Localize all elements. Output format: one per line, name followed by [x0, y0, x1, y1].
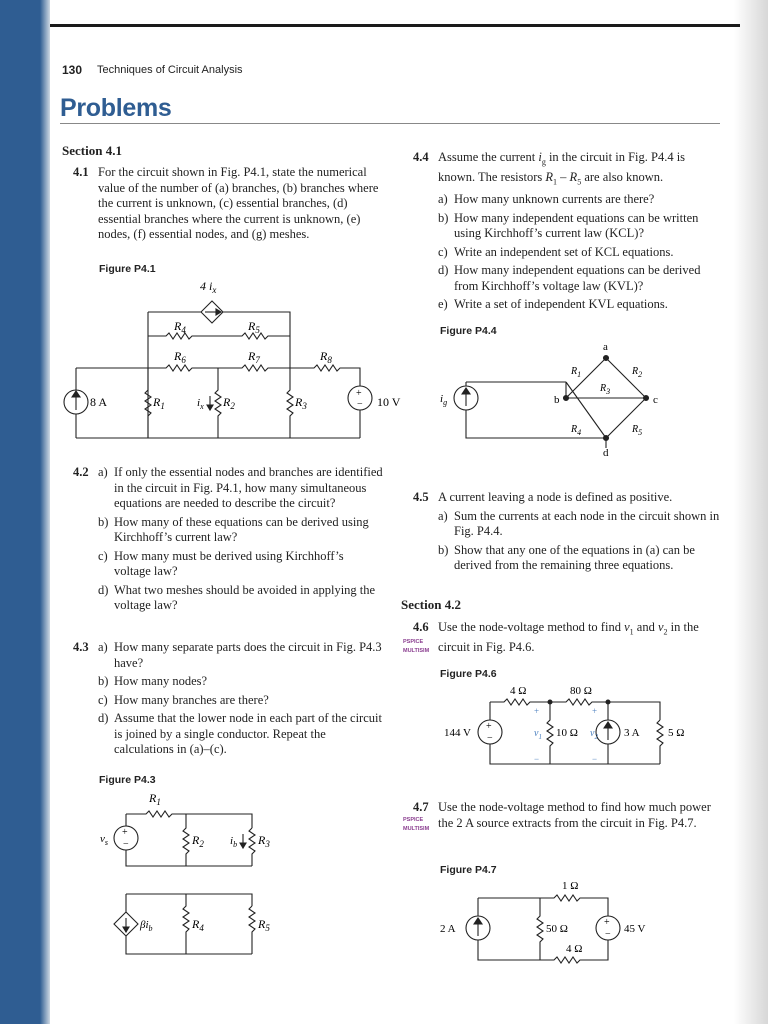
circuit-figure-p4-7 [430, 876, 700, 971]
label-r5: $R_5$ [632, 424, 643, 437]
problem-4-2: 4.2 a) If only the essential nodes and branches are identified in the circuit in Fig. P4.1, how many simultaneous equations are needed to describe the circuit? b) How many of these equations can be derived using Kirchhoff’s current law? c) How many must be derived using Kirchhoff’s voltage law? d) What two meshes should be avoided in applying the voltage law? [73, 465, 383, 612]
circuit-figure-p4-4 [430, 338, 700, 463]
label-r1: $R_1$ [571, 366, 582, 379]
problem-text: A current leaving a node is defined as positive. [438, 490, 673, 504]
figure-label-p4-3: Figure P4.3 [99, 774, 156, 786]
minus-sign: − [487, 733, 493, 744]
section-heading-4-1: Section 4.1 [62, 143, 122, 158]
problem-4-4c: Write an independent set of KCL equations. [454, 244, 674, 259]
problem-4-4: 4.4 Assume the current $i_g$ in the circuit in Fig. P4.4 is known. The resistors $R_1 - R_5$ are also known. a) How many unknown currents are there? b) How many independent equations can be written using Kirchhoff’s current law (KCL)? c) Write an independent set of KCL equations. d) How many independent equations can be derived from Kirchhoff’s voltage law (KVL)? e) Write a set of independent KVL equations. [413, 150, 723, 313]
figure-label-p4-1: Figure P4.1 [99, 263, 156, 275]
page-edge-shadow [734, 0, 768, 1024]
plus-v2: + [592, 706, 598, 716]
problem-4-4b: How many independent equations can be written using Kirchhoff’s current law (KCL)? [454, 210, 699, 240]
minus-v2: − [592, 754, 598, 764]
node-d-label: d [603, 447, 609, 459]
label-4-ohm: 4 Ω [510, 685, 527, 697]
problem-number: 4.3 [73, 640, 89, 654]
label-r2: $R_2$ [192, 833, 204, 849]
minus-sign: − [123, 839, 129, 850]
label-r6: $R_6$ [174, 349, 186, 365]
label-dependent-source: $\beta i_b$ [140, 919, 153, 933]
page-title: Problems [60, 94, 172, 122]
plus-sign: + [122, 827, 128, 838]
label-r5: $R_5$ [248, 319, 260, 335]
label-r8: $R_8$ [320, 349, 332, 365]
problem-number: 4.7 [413, 800, 429, 814]
problem-4-1 [73, 165, 383, 243]
problem-4-3: 4.3 a) How many separate parts does the circuit in Fig. P4.3 have? b) How many nodes? c) How many branches are there? d) Assume that the lower node in each part of the circuit is joined by a single conductor. Repeat the calculations in (a)–(c). [73, 640, 382, 756]
problem-4-5b: Show that any one of the equations in (a) can be derived from the remaining three equations. [454, 542, 695, 572]
minus-sign: − [605, 929, 611, 940]
problem-4-4a: How many unknown currents are there? [454, 192, 655, 206]
page-number: 130 [62, 63, 83, 77]
figure-label-p4-7: Figure P4.7 [440, 864, 497, 876]
problem-4-7 [413, 800, 723, 831]
problem-number: 4.4 [413, 150, 429, 164]
label-r3: $R_3$ [258, 833, 270, 849]
voltage-source-label: 10 V [377, 395, 401, 409]
label-r3: $R_3$ [295, 395, 307, 411]
label-r4: $R_4$ [174, 319, 186, 335]
problem-number: 4.2 [73, 465, 89, 479]
problem-4-2b: How many of these equations can be derived using Kirchhoff’s current law? [114, 514, 369, 544]
problem-4-4d: How many independent equations can be derived from Kirchhoff’s voltage law (KVL)? [454, 263, 701, 293]
problem-4-3b: How many nodes? [114, 674, 208, 688]
dep-source-label: 4 $i_x$ [200, 279, 217, 295]
circuit-figure-p4-6 [430, 680, 700, 775]
problem-text: For the circuit shown in Fig. P4.1, state the numerical value of the number of (a) branches, (b) branches where the current is unknown, (c) essential branches, (d) essential branches where the current is unknown, (e) nodes, (f) essential nodes, and (g) meshes. [98, 165, 379, 241]
label-1-ohm: 1 Ω [562, 880, 579, 892]
label-r2: $R_2$ [632, 366, 643, 379]
problem-4-3a: How many separate parts does the circuit in Fig. P4.3 have? [114, 640, 382, 670]
problem-number: 4.6 [413, 620, 429, 634]
label-v2: $v_2$ [590, 728, 598, 741]
problem-number: 4.1 [73, 165, 89, 179]
current-source-label: 8 A [90, 395, 108, 409]
label-ig: $i_g$ [440, 393, 448, 407]
label-2-a: 2 A [440, 923, 456, 935]
label-r3: $R_3$ [600, 383, 611, 396]
figure-label-p4-4: Figure P4.4 [440, 325, 497, 337]
running-head: Techniques of Circuit Analysis [97, 64, 243, 76]
label-45-v: 45 V [624, 923, 646, 935]
label-r1: $R_1$ [153, 395, 165, 411]
software-tag-4-7: PSPICE MULTISIM [403, 817, 430, 832]
minus-sign: − [357, 399, 363, 410]
label-r5: $R_5$ [258, 917, 270, 933]
software-tag-4-6: PSPICE MULTISIM [403, 639, 430, 654]
problem-4-2a: If only the essential nodes and branches are identified in the circuit in Fig. P4.1, how many simultaneous equations are needed to describe the circuit? [114, 465, 383, 510]
problem-4-2c: How many must be derived using Kirchhoff’s voltage law? [114, 548, 344, 578]
problem-4-2d: What two meshes should be avoided in applying the voltage law? [114, 582, 376, 612]
problem-4-3d: Assume that the lower node in each part of the circuit is joined by a single conductor. Repeat the calculations in (a)–(c). [114, 711, 382, 756]
label-4-ohm: 4 Ω [566, 943, 583, 955]
section-heading-4-2: Section 4.2 [401, 597, 461, 612]
figure-label-p4-6: Figure P4.6 [440, 668, 497, 680]
problem-text: Use the node-voltage method to find $v_1$ and $v_2$ in the circuit in Fig. P4.6. [438, 620, 699, 654]
label-5-ohm: 5 Ω [668, 727, 685, 739]
title-rule [60, 123, 720, 124]
label-ib: $i_b$ [230, 835, 238, 849]
label-10-ohm: 10 Ω [556, 727, 578, 739]
label-r2: $R_2$ [223, 395, 235, 411]
label-v1: $v_1$ [534, 728, 542, 741]
label-80-ohm: 80 Ω [570, 685, 592, 697]
label-144-v: 144 V [444, 727, 471, 739]
problem-text: Use the node-voltage method to find how much power the 2 A source extracts from the circuit in Fig. P4.7. [438, 800, 711, 830]
label-r1: $R_1$ [149, 791, 161, 807]
node-a-label: a [603, 341, 608, 353]
binding-shadow [40, 0, 50, 1024]
problem-4-5: 4.5 A current leaving a node is defined as positive. a) Sum the currents at each node in the circuit shown in Fig. P4.4. b) Show that any one of the equations in (a) can be derived from the remaining three equations. [413, 490, 723, 574]
problem-4-4e: Write a set of independent KVL equations. [454, 297, 668, 311]
problem-4-3c: How many branches are there? [114, 692, 269, 707]
problem-intro: Assume the current $i_g$ in the circuit in Fig. P4.4 is known. The resistors $R_1 - R_5$ are also known. [438, 150, 686, 187]
circuit-figure-p4-3 [60, 786, 320, 986]
node-c-label: c [653, 394, 658, 406]
label-50-ohm: 50 Ω [546, 923, 568, 935]
problem-4-5a: Sum the currents at each node in the circuit shown in Fig. P4.4. [454, 508, 720, 538]
circuit-figure-p4-1 [60, 278, 410, 448]
node-b-label: b [554, 394, 560, 406]
plus-v1: + [534, 706, 540, 716]
label-r7: $R_7$ [248, 349, 260, 365]
label-vs: $v_s$ [100, 833, 109, 847]
plus-sign: + [486, 721, 492, 732]
minus-v1: − [534, 754, 540, 764]
plus-sign: + [356, 388, 362, 399]
label-3-a: 3 A [624, 727, 640, 739]
label-r4: $R_4$ [571, 424, 582, 437]
label-r4: $R_4$ [192, 917, 204, 933]
label-ix: $i_x$ [197, 397, 204, 411]
problem-number: 4.5 [413, 490, 429, 504]
problem-4-6 [413, 620, 723, 656]
top-rule [50, 24, 740, 27]
plus-sign: + [604, 917, 610, 928]
